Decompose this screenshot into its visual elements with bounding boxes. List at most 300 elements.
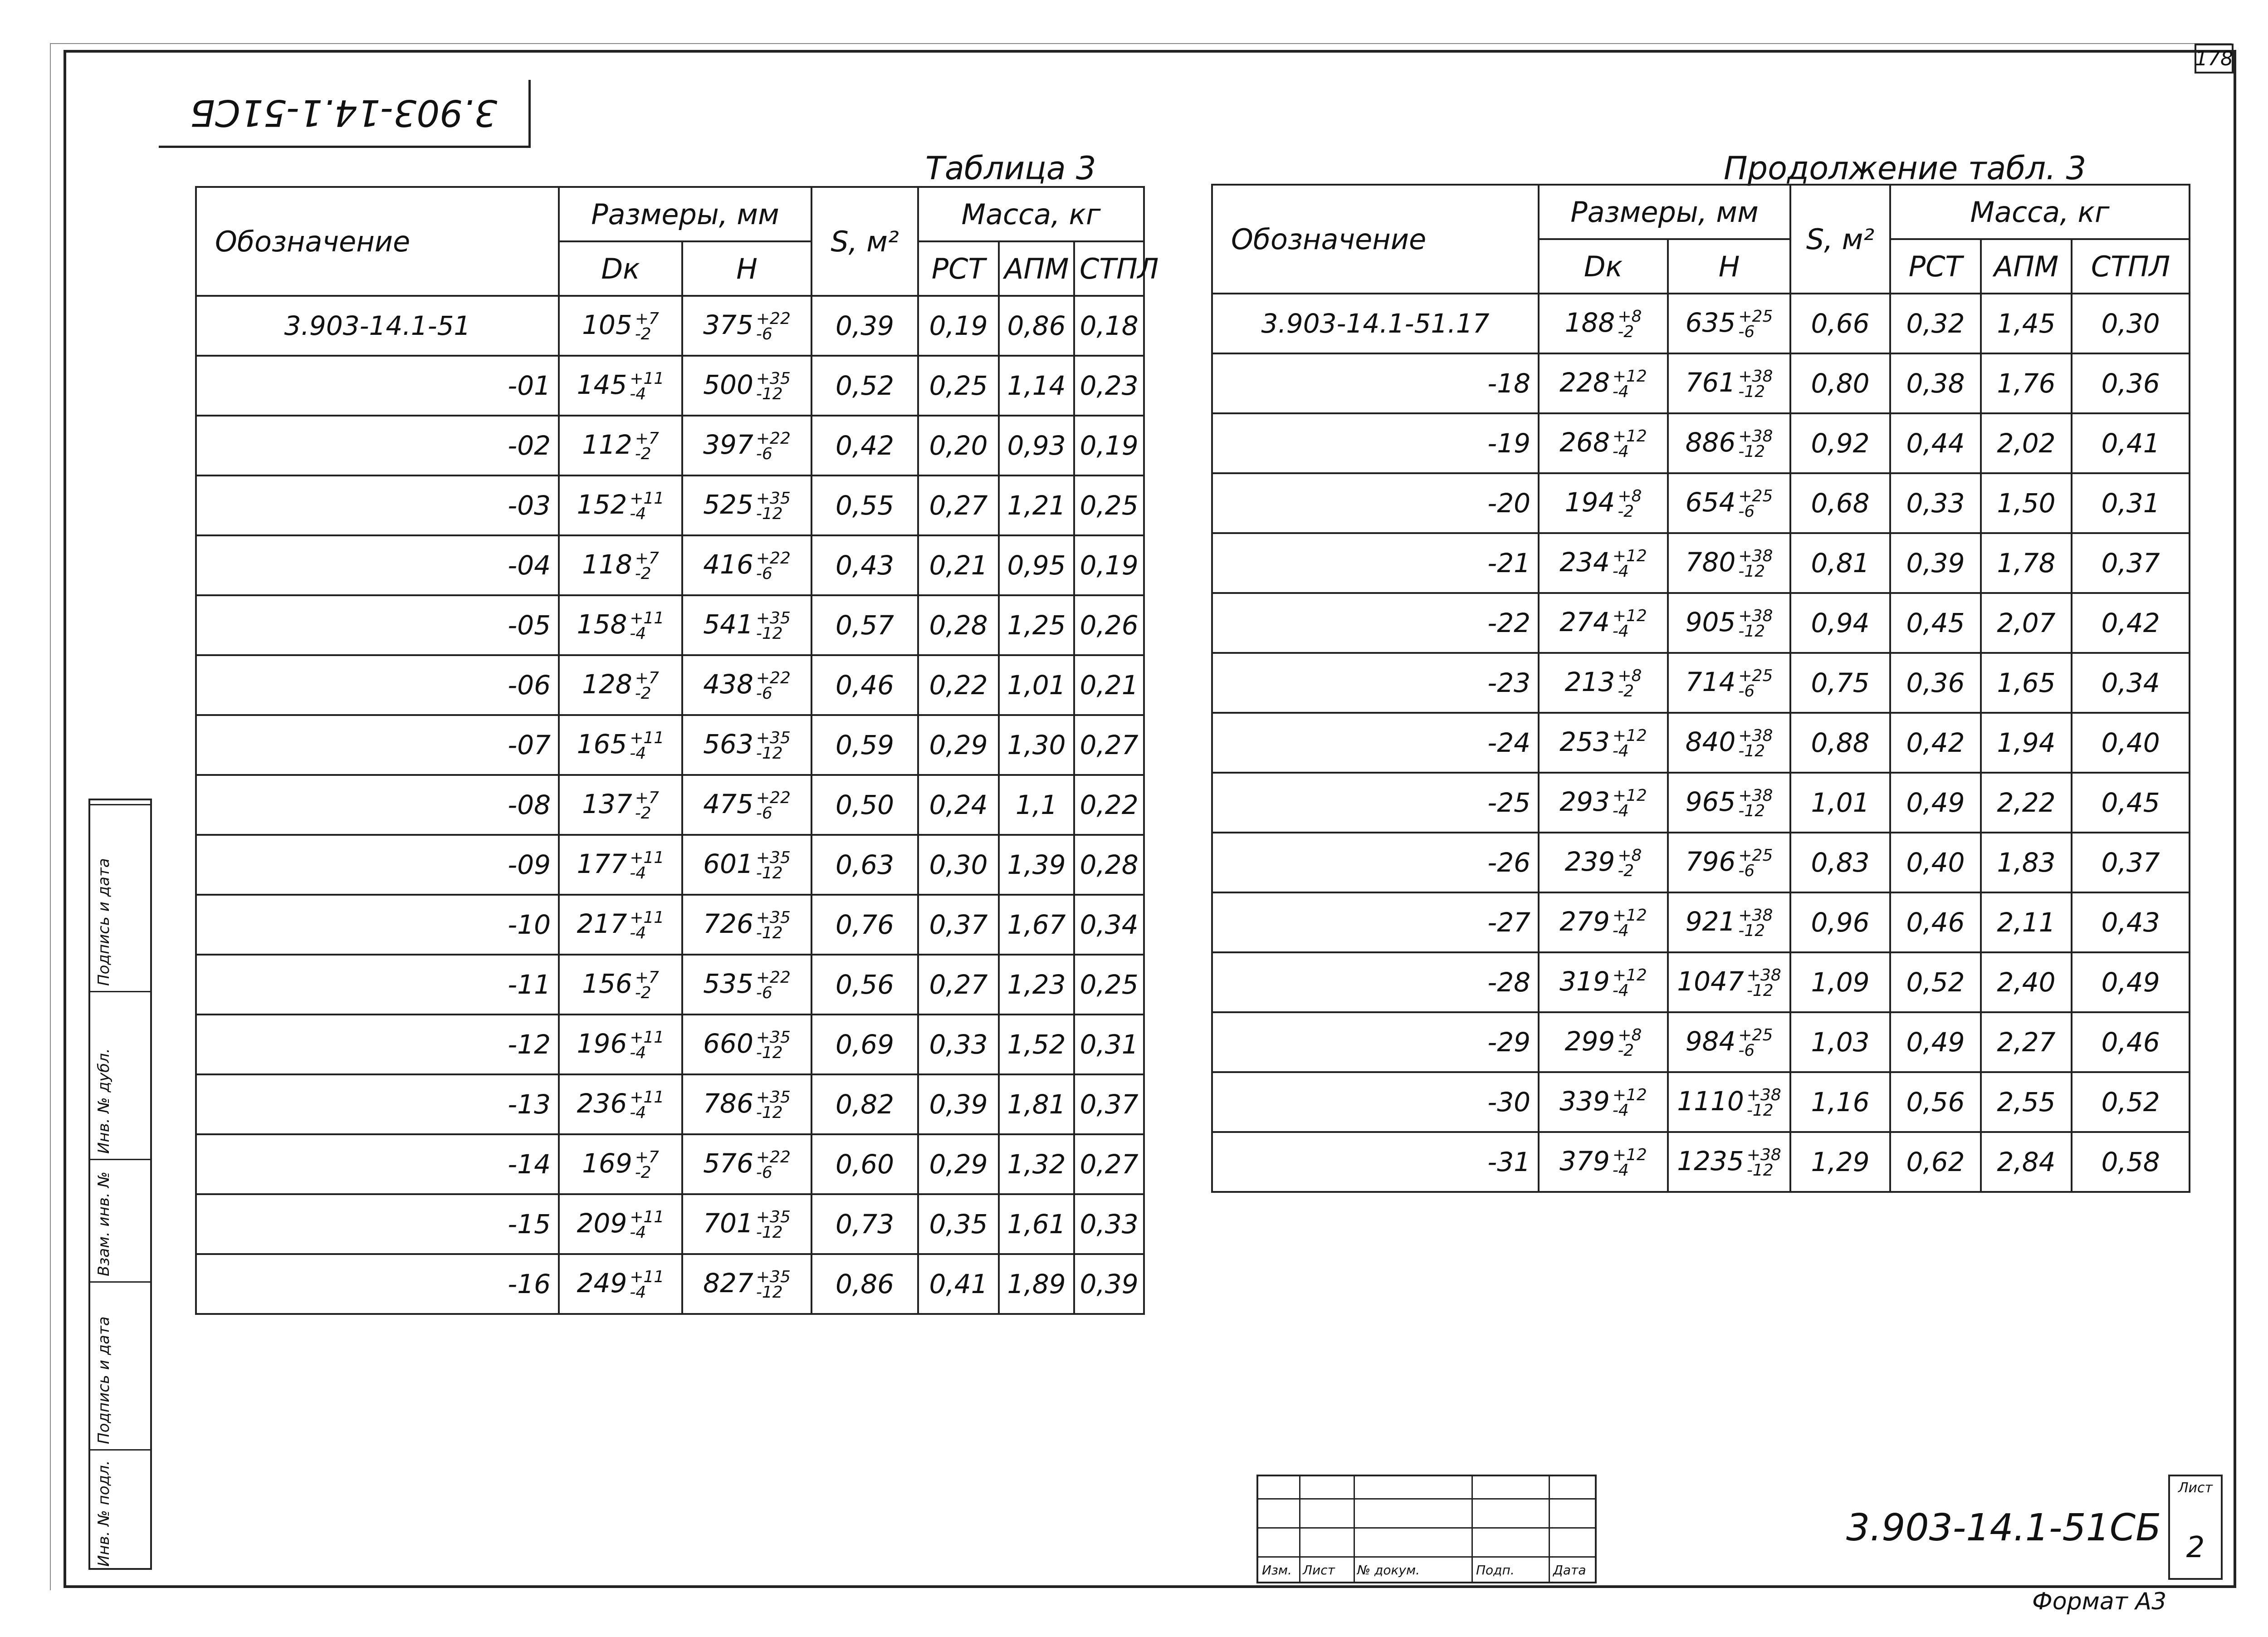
table-row [196, 475, 1144, 535]
area-cell: 0,57 [811, 595, 918, 655]
h-cell [682, 1254, 811, 1314]
area-cell: 0,52 [811, 356, 918, 416]
header-h: H [1668, 239, 1790, 294]
lower-deviation: -6 [756, 444, 772, 463]
upper-deviation: +35 [756, 369, 791, 388]
h-cell-value: 1110 [1677, 1086, 1744, 1117]
h-cell-tolerance [1738, 728, 1773, 759]
header-area: S, м² [1790, 185, 1890, 294]
area-cell: 0,88 [1790, 713, 1890, 773]
designation-cell: -23 [1212, 653, 1539, 713]
h-cell-tolerance [756, 431, 791, 462]
dk-cell [1539, 413, 1668, 473]
designation-cell: -01 [196, 356, 559, 416]
dk-cell-tolerance [1613, 369, 1647, 400]
dk-cell [559, 1254, 682, 1314]
table-row [1212, 593, 2190, 653]
designation-cell: -13 [196, 1074, 559, 1134]
mass-stpl-cell: 0,36 [2072, 353, 2190, 413]
dk-cell [1539, 533, 1668, 593]
mass-rst-cell: 0,25 [918, 356, 999, 416]
lower-deviation: -12 [1738, 382, 1765, 401]
lower-deviation: -12 [1738, 801, 1765, 820]
h-cell [1668, 1132, 1790, 1192]
mass-stpl-cell: 0,30 [2072, 294, 2190, 353]
dk-cell-value: 228 [1559, 367, 1610, 398]
table-row [196, 595, 1144, 655]
mass-apm-cell: 1,89 [999, 1254, 1074, 1314]
mass-stpl-cell: 0,18 [1074, 296, 1144, 356]
dk-cell [1539, 353, 1668, 413]
mass-apm-cell: 1,1 [999, 775, 1074, 835]
upper-deviation: +12 [1612, 966, 1647, 985]
upper-deviation: +38 [1738, 906, 1773, 925]
lower-deviation: -4 [1612, 1161, 1629, 1180]
lower-deviation: -6 [756, 983, 772, 1002]
revision-label: Подп. [1476, 1563, 1515, 1578]
h-cell-tolerance [1738, 848, 1773, 879]
lower-deviation: -6 [756, 324, 772, 343]
table-row [196, 1015, 1144, 1074]
h-cell [682, 1074, 811, 1134]
table-3-continued [1211, 184, 2190, 1193]
dk-cell-tolerance [1613, 728, 1647, 759]
side-strip-label: Инв. № подл. [95, 1460, 113, 1567]
dk-cell-tolerance [1613, 608, 1647, 639]
area-cell: 0,76 [811, 895, 918, 955]
h-cell [682, 955, 811, 1015]
mass-apm-cell: 2,02 [1981, 413, 2072, 473]
dk-cell [559, 1074, 682, 1134]
mass-apm-cell: 2,11 [1981, 892, 2072, 952]
top-stamp-text: 3.903-14.1-51СБ [190, 92, 498, 134]
h-cell [1668, 653, 1790, 713]
h-cell-tolerance [756, 311, 791, 342]
area-cell: 0,39 [811, 296, 918, 356]
upper-deviation: +7 [635, 668, 659, 687]
h-cell [1668, 773, 1790, 833]
upper-deviation: +11 [630, 908, 665, 927]
upper-deviation: +38 [1738, 367, 1773, 386]
mass-stpl-cell: 0,27 [1074, 715, 1144, 775]
mass-stpl-cell: 0,27 [1074, 1134, 1144, 1194]
area-cell: 0,56 [811, 955, 918, 1015]
h-cell [1668, 892, 1790, 952]
designation-cell: -19 [1212, 413, 1539, 473]
h-cell [682, 1134, 811, 1194]
h-cell-tolerance [756, 970, 791, 1001]
upper-deviation: +25 [1738, 666, 1773, 685]
area-cell: 0,94 [1790, 593, 1890, 653]
area-cell: 0,68 [1790, 473, 1890, 533]
h-cell-tolerance [756, 1207, 791, 1242]
h-cell-tolerance [756, 790, 791, 821]
mass-stpl-cell: 0,52 [2072, 1072, 2190, 1132]
side-strip-label: Взам. инв. № [95, 1171, 113, 1276]
lower-deviation: -2 [635, 444, 651, 463]
lower-deviation: -2 [1618, 322, 1634, 341]
h-cell-value: 780 [1685, 547, 1736, 578]
h-cell-tolerance [756, 551, 791, 582]
dk-cell-tolerance [1613, 908, 1647, 939]
upper-deviation: +12 [1612, 367, 1647, 386]
h-cell-tolerance [756, 491, 791, 522]
table-row [196, 296, 1144, 356]
h-cell-tolerance [756, 371, 791, 402]
area-cell: 0,43 [811, 535, 918, 595]
mass-rst-cell: 0,45 [1890, 593, 1981, 653]
mass-apm-cell: 1,32 [999, 1134, 1074, 1194]
sheet-label: Лист [2178, 1480, 2213, 1496]
mass-rst-cell: 0,62 [1890, 1132, 1981, 1192]
upper-deviation: +12 [1612, 1145, 1647, 1164]
h-cell-tolerance [1738, 426, 1773, 461]
designation-cell: -04 [196, 535, 559, 595]
h-cell-value: 714 [1685, 667, 1736, 698]
lower-deviation: -12 [756, 1283, 783, 1302]
mass-apm-cell: 1,52 [999, 1015, 1074, 1074]
lower-deviation: -12 [1738, 921, 1765, 940]
h-cell [682, 595, 811, 655]
mass-apm-cell: 1,01 [999, 655, 1074, 715]
mass-stpl-cell: 0,45 [2072, 773, 2190, 833]
mass-stpl-cell: 0,42 [2072, 593, 2190, 653]
h-cell-tolerance [1747, 1147, 1781, 1178]
dk-cell-tolerance [630, 491, 664, 522]
designation-cell: -15 [196, 1194, 559, 1254]
dk-cell-tolerance [630, 1207, 665, 1242]
h-cell-tolerance [756, 1269, 791, 1300]
designation-cell: -10 [196, 895, 559, 955]
lower-deviation: -4 [1612, 921, 1629, 940]
dk-cell [1539, 833, 1668, 892]
lower-deviation: -6 [756, 804, 772, 823]
h-cell-value: 397 [703, 429, 753, 461]
mass-rst-cell: 0,39 [918, 1074, 999, 1134]
upper-deviation: +8 [1618, 666, 1642, 685]
lower-deviation: -2 [635, 1163, 651, 1182]
h-cell [682, 1015, 811, 1074]
mass-rst-cell: 0,39 [1890, 533, 1981, 593]
h-cell-tolerance [1738, 1025, 1773, 1060]
upper-deviation: +22 [756, 549, 791, 568]
mass-apm-cell: 1,23 [999, 955, 1074, 1015]
h-cell-value: 827 [703, 1268, 753, 1299]
revision-grid [1256, 1475, 1597, 1583]
dk-cell [559, 955, 682, 1015]
h-cell-value: 761 [1685, 367, 1736, 398]
upper-deviation: +11 [630, 1207, 665, 1226]
h-cell [682, 475, 811, 535]
area-cell: 0,81 [1790, 533, 1890, 593]
h-cell [682, 535, 811, 595]
upper-deviation: +22 [756, 429, 791, 448]
dk-cell-value: 236 [577, 1088, 627, 1119]
dk-cell-value: 156 [582, 968, 632, 1000]
h-cell-value: 840 [1685, 726, 1736, 758]
area-cell: 0,66 [1790, 294, 1890, 353]
upper-deviation: +38 [1738, 546, 1773, 565]
dk-cell-value: 188 [1564, 307, 1615, 338]
mass-stpl-cell: 0,40 [2072, 713, 2190, 773]
lower-deviation: -12 [1746, 981, 1774, 1000]
mass-stpl-cell: 0,21 [1074, 655, 1144, 715]
dk-cell-tolerance [1618, 309, 1642, 340]
dk-cell-value: 213 [1564, 667, 1615, 698]
area-cell: 0,60 [811, 1134, 918, 1194]
mass-stpl-cell: 0,25 [1074, 475, 1144, 535]
mass-apm-cell: 1,78 [1981, 533, 2072, 593]
h-cell-value: 1235 [1677, 1146, 1744, 1177]
mass-stpl-cell: 0,37 [1074, 1074, 1144, 1134]
mass-stpl-cell: 0,43 [2072, 892, 2190, 952]
header-dk: Dк [1539, 239, 1668, 294]
lower-deviation: -12 [756, 624, 783, 643]
table-row [196, 535, 1144, 595]
dk-cell-tolerance [635, 668, 659, 703]
upper-deviation: +35 [756, 489, 791, 508]
mass-apm-cell: 2,84 [1981, 1132, 2072, 1192]
dk-cell-value: 165 [577, 729, 627, 760]
upper-deviation: +35 [756, 728, 791, 747]
table-row [196, 655, 1144, 715]
upper-deviation: +7 [635, 429, 659, 448]
area-cell: 0,80 [1790, 353, 1890, 413]
lower-deviation: -6 [756, 564, 772, 583]
dk-cell-tolerance [1618, 486, 1642, 521]
lower-deviation: -4 [630, 384, 646, 403]
dk-cell-tolerance [630, 910, 664, 941]
lower-deviation: -12 [756, 1223, 783, 1242]
mass-stpl-cell: 0,23 [1074, 356, 1144, 416]
area-cell: 0,75 [1790, 653, 1890, 713]
lower-deviation: -12 [1746, 1101, 1774, 1120]
area-cell: 1,16 [1790, 1072, 1890, 1132]
upper-deviation: +38 [1738, 786, 1773, 805]
h-cell [682, 835, 811, 895]
revision-labels [1258, 1557, 1595, 1582]
header-row [1212, 185, 2190, 239]
lower-deviation: -4 [630, 1283, 646, 1302]
upper-deviation: +11 [630, 728, 665, 747]
lower-deviation: -4 [630, 1103, 646, 1122]
mass-apm-cell: 1,50 [1981, 473, 2072, 533]
mass-stpl-cell: 0,34 [2072, 653, 2190, 713]
lower-deviation: -12 [756, 504, 783, 523]
dk-cell [1539, 653, 1668, 713]
mass-stpl-cell: 0,28 [1074, 835, 1144, 895]
h-cell [1668, 353, 1790, 413]
designation-cell: -25 [1212, 773, 1539, 833]
designation-cell: -06 [196, 655, 559, 715]
dk-cell-value: 158 [577, 609, 627, 640]
mass-rst-cell: 0,21 [918, 535, 999, 595]
lower-deviation: -4 [630, 863, 646, 882]
header-stpl: СТПЛ [1074, 241, 1144, 296]
mass-rst-cell: 0,36 [1890, 653, 1981, 713]
mass-rst-cell: 0,41 [918, 1254, 999, 1314]
header-dimensions: Размеры, мм [559, 187, 811, 241]
side-strip-label: Подпись и дата [95, 1316, 113, 1444]
area-cell: 0,73 [811, 1194, 918, 1254]
h-cell-value: 635 [1685, 307, 1736, 338]
dk-cell-value: 274 [1559, 607, 1610, 638]
table-row [196, 955, 1144, 1015]
dk-cell-value: 239 [1564, 846, 1615, 877]
upper-deviation: +7 [635, 309, 659, 328]
dk-cell-value: 268 [1559, 427, 1610, 458]
table-row [196, 356, 1144, 416]
table-row [196, 1194, 1144, 1254]
header-dk: Dк [559, 241, 682, 296]
dk-cell-tolerance [1612, 546, 1647, 581]
designation-cell: -12 [196, 1015, 559, 1074]
mass-rst-cell: 0,30 [918, 835, 999, 895]
upper-deviation: +12 [1612, 906, 1647, 925]
h-cell-value: 375 [703, 309, 753, 341]
h-cell [1668, 593, 1790, 653]
h-cell-value: 701 [703, 1208, 753, 1239]
upper-deviation: +22 [756, 668, 791, 687]
upper-deviation: +25 [1738, 486, 1773, 505]
dk-cell [1539, 1072, 1668, 1132]
mass-rst-cell: 0,27 [918, 955, 999, 1015]
mass-rst-cell: 0,32 [1890, 294, 1981, 353]
lower-deviation: -12 [756, 384, 783, 403]
upper-deviation: +8 [1618, 846, 1642, 865]
header-designation: Обозначение [1212, 185, 1539, 294]
lower-deviation: -12 [1738, 622, 1765, 641]
sheet-box [2168, 1475, 2223, 1580]
upper-deviation: +7 [635, 968, 659, 987]
lower-deviation: -6 [1738, 502, 1755, 521]
mass-rst-cell: 0,42 [1890, 713, 1981, 773]
lower-deviation: -4 [1612, 1101, 1629, 1120]
upper-deviation: +12 [1612, 1085, 1647, 1104]
dk-cell-tolerance [1613, 968, 1647, 999]
h-cell [1668, 413, 1790, 473]
upper-deviation: +38 [1746, 1085, 1781, 1104]
lower-deviation: -12 [756, 1103, 783, 1122]
side-strip-cell [90, 1281, 150, 1449]
dk-cell-tolerance [630, 1090, 664, 1121]
dk-cell [559, 356, 682, 416]
h-cell-value: 438 [703, 669, 753, 700]
dk-cell-tolerance [630, 1030, 664, 1061]
dk-cell-tolerance [635, 311, 659, 342]
designation-cell: -28 [1212, 952, 1539, 1012]
h-cell-tolerance [1738, 668, 1773, 699]
upper-deviation: +12 [1612, 546, 1647, 565]
dk-cell-tolerance [1612, 1085, 1647, 1120]
dk-cell-tolerance [1618, 848, 1642, 879]
sheet-number: 2 [2186, 1531, 2205, 1564]
mass-stpl-cell: 0,58 [2072, 1132, 2190, 1192]
dk-cell-value: 196 [577, 1028, 627, 1059]
dk-cell-value: 128 [582, 669, 632, 700]
h-cell-value: 541 [703, 609, 753, 640]
upper-deviation: +8 [1618, 486, 1642, 505]
lower-deviation: -4 [630, 744, 646, 763]
mass-rst-cell: 0,38 [1890, 353, 1981, 413]
area-cell: 0,92 [1790, 413, 1890, 473]
area-cell: 1,03 [1790, 1012, 1890, 1072]
upper-deviation: +11 [630, 608, 665, 627]
upper-deviation: +35 [756, 1207, 791, 1226]
mass-rst-cell: 0,29 [918, 715, 999, 775]
h-cell [682, 416, 811, 475]
table-row [196, 775, 1144, 835]
h-cell-value: 726 [703, 908, 753, 940]
lower-deviation: -12 [756, 1043, 783, 1062]
lower-deviation: -2 [1618, 681, 1634, 701]
dk-cell [559, 475, 682, 535]
dk-cell-value: 279 [1559, 906, 1610, 937]
mass-stpl-cell: 0,37 [2072, 833, 2190, 892]
area-cell: 1,09 [1790, 952, 1890, 1012]
dk-cell [559, 535, 682, 595]
designation-cell: -14 [196, 1134, 559, 1194]
mass-stpl-cell: 0,19 [1074, 416, 1144, 475]
h-cell-tolerance [756, 1147, 791, 1182]
h-cell-tolerance [1738, 486, 1773, 521]
designation-cell: -30 [1212, 1072, 1539, 1132]
h-cell-value: 601 [703, 848, 753, 880]
dk-cell-tolerance [630, 730, 664, 761]
dk-cell-value: 118 [582, 549, 632, 580]
area-cell: 0,50 [811, 775, 918, 835]
dk-cell [1539, 892, 1668, 952]
upper-deviation: +12 [1612, 786, 1647, 805]
document-code: 3.903-14.1-51СБ [1846, 1506, 2161, 1549]
mass-stpl-cell: 0,25 [1074, 955, 1144, 1015]
table-row [196, 715, 1144, 775]
dk-cell-value: 379 [1559, 1146, 1610, 1177]
dk-cell-value: 319 [1559, 966, 1610, 997]
dk-cell [559, 1194, 682, 1254]
lower-deviation: -12 [1738, 562, 1765, 581]
mass-apm-cell: 1,81 [999, 1074, 1074, 1134]
designation-cell: -29 [1212, 1012, 1539, 1072]
h-cell [1668, 1012, 1790, 1072]
dk-cell-value: 293 [1559, 786, 1610, 818]
h-cell-tolerance [1738, 608, 1773, 639]
dk-cell-value: 145 [577, 369, 627, 401]
side-strip-label: Инв. № дубл. [95, 1048, 113, 1154]
designation-cell: -31 [1212, 1132, 1539, 1192]
upper-deviation: +25 [1738, 307, 1773, 326]
dk-cell [1539, 773, 1668, 833]
dk-cell-value: 299 [1564, 1026, 1615, 1057]
h-cell [1668, 833, 1790, 892]
mass-apm-cell: 0,95 [999, 535, 1074, 595]
designation-cell: 3.903-14.1-51.17 [1212, 294, 1539, 353]
lower-deviation: -4 [630, 1043, 646, 1062]
lower-deviation: -12 [756, 863, 783, 882]
side-strip-cell [90, 1449, 150, 1572]
lower-deviation: -12 [1738, 741, 1765, 760]
upper-deviation: +8 [1618, 307, 1642, 326]
table2-caption: Продолжение табл. 3 [1724, 150, 2087, 187]
mass-rst-cell: 0,35 [918, 1194, 999, 1254]
h-cell [1668, 473, 1790, 533]
h-cell-tolerance [1738, 546, 1773, 581]
h-cell-tolerance [1746, 1085, 1781, 1120]
table-row [1212, 653, 2190, 713]
h-cell-tolerance [756, 850, 791, 881]
upper-deviation: +35 [756, 848, 791, 867]
dk-cell-value: 253 [1559, 726, 1610, 758]
